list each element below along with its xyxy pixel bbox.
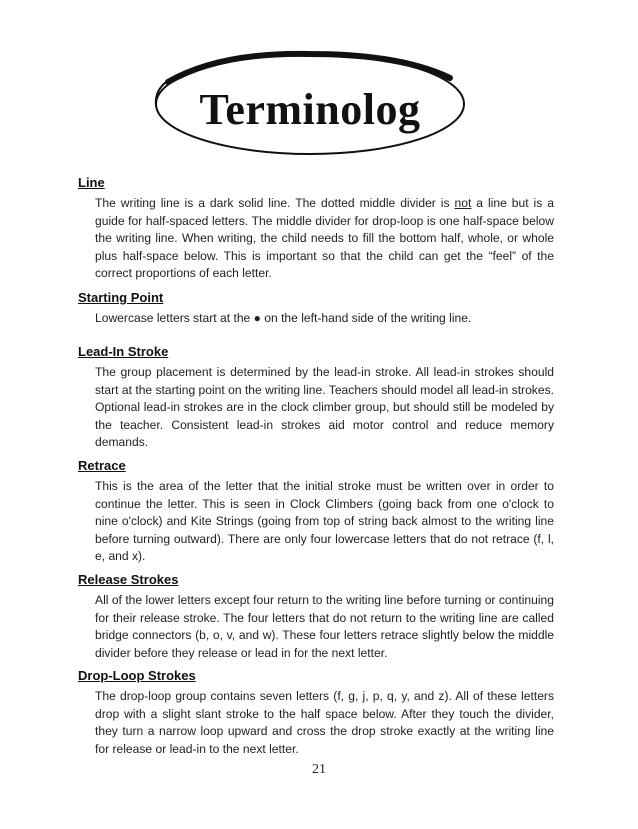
section-heading: Starting Point [78,290,164,305]
section-body: All of the lower letters except four return to the writing line before turning or continuing for their release stroke. The four letters that do not return to the writing line are called bridge connectors (b, o, v, and w). These four letters retrace slightly below the middle divider before they release or lead in for the next letter. [95,593,554,660]
section-heading: Release Strokes [78,572,179,587]
title-banner [150,42,470,160]
section-heading: Lead-In Stroke [78,344,169,359]
body-text: The writing line is a dark solid line. The dotted middle divider is [95,196,455,210]
section-heading: Drop-Loop Strokes [78,668,196,683]
section-body: The group placement is determined by the lead-in stroke. All lead-in strokes should start at the starting point on the writing line. Teachers should model all lead-in strokes. Optional lead-in strokes are in the clock climber group, but should still be modeled by the teacher. Consistent lead-in strokes aid motor control and reduce memory demands. [95,365,554,449]
section-body [95,310,554,328]
starting-point-dot-icon: ● [253,311,261,325]
section-heading: Retrace [78,458,126,473]
section-lead-in-stroke [78,344,554,452]
body-text-emphasis: not [454,196,472,210]
body-text: a line but is a guide for half-spaced letters. The middle divider for drop-loop is one half-space below the writing line. When writing, the child needs to fill the bottom half, whole, or whole plus half-space below. This is important so that the child can get the “feel” of the correct proportions of each letter. [95,196,554,280]
page-title: Terminolog [199,85,421,134]
section-drop-loop-strokes [78,668,554,758]
section-body: This is the area of the letter that the initial stroke must be written over in order to continue the letter. This is seen in Clock Climbers (going back from one o'clock to nine o'clock) and Kite Strings (going from top of string back almost to the writing line before turning outward). There are only four lowercase letters that do not retrace (f, l, e, and x). [95,479,554,563]
section-body: The drop-loop group contains seven letters (f, g, j, p, q, y, and z). All of these letters drop with a slight slant stroke to the half space below. After they touch the divider, they turn a narrow loop upward and cross the drop stroke exactly at the writing line for release or lead-in to the next letter. [95,689,554,756]
section-heading: Line [78,175,105,190]
body-text: on the left-hand side of the writing line. [260,311,472,325]
section-body [95,195,554,283]
body-text: Lowercase letters start at the [95,311,254,325]
section-starting-point [78,290,554,328]
section-line [78,175,554,283]
section-release-strokes [78,572,554,662]
section-retrace [78,458,554,566]
page-number: 21 [312,762,326,777]
